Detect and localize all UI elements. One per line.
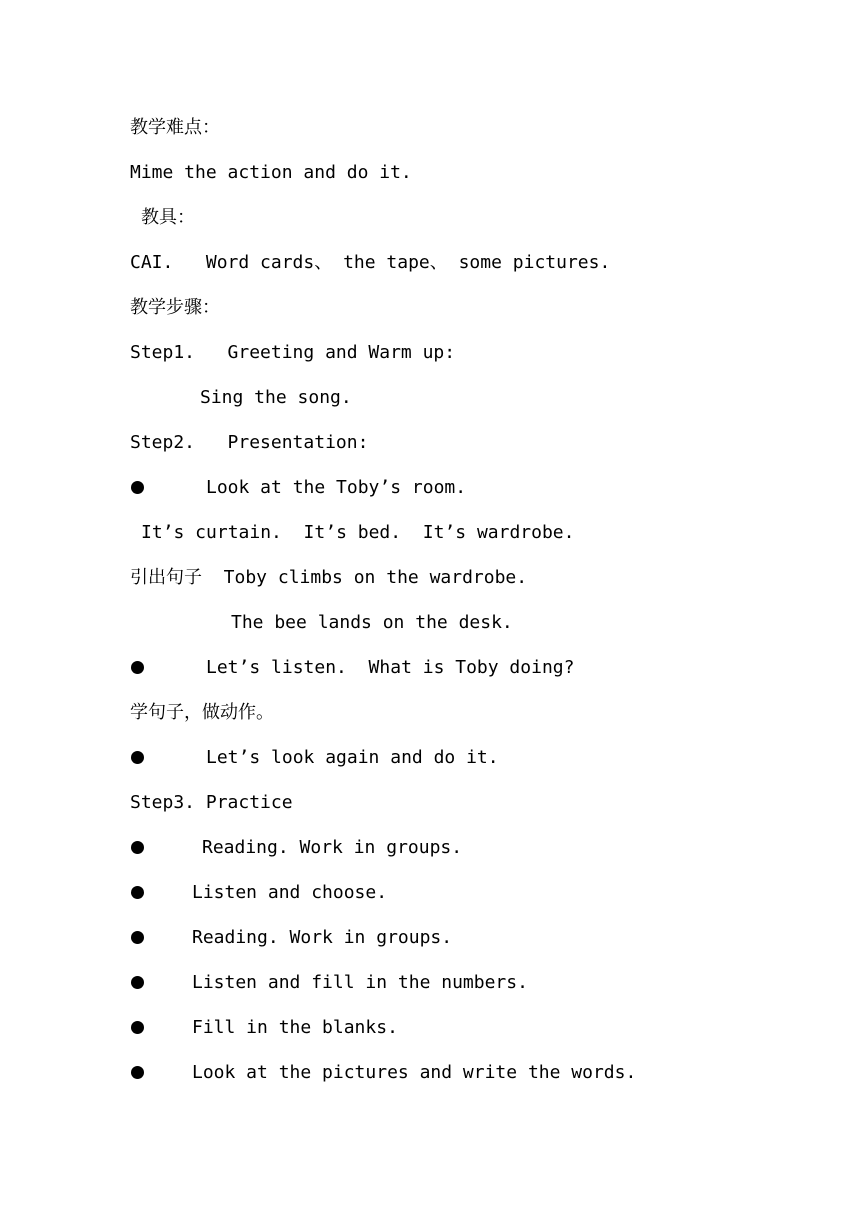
list-item: Reading. Work in groups.: [202, 837, 463, 858]
bullet-icon: [131, 841, 144, 854]
step1-item: Sing the song.: [200, 387, 352, 408]
list-item: Listen and fill in the numbers.: [192, 972, 528, 993]
step1-title: Step1. Greeting and Warm up:: [130, 342, 456, 363]
step2-learn: 学句子，做动作。: [130, 702, 274, 723]
aids-heading: 教具：: [141, 207, 195, 228]
step2-bullet1: Look at the Toby’s room.: [206, 477, 467, 498]
step2-bullet3: Let’s look again and do it.: [206, 747, 499, 768]
bullet-icon: [131, 481, 144, 494]
list-item: Listen and choose.: [192, 882, 388, 903]
bullet-icon: [131, 976, 144, 989]
step3-title: Step3. Practice: [130, 792, 293, 813]
bullet-icon: [131, 661, 144, 674]
bullet-icon: [131, 931, 144, 944]
step2-bullet2: Let’s listen. What is Toby doing?: [206, 657, 575, 678]
steps-heading: 教学步骤：: [130, 297, 220, 318]
difficulty-heading: 教学难点：: [130, 117, 220, 138]
bullet-icon: [131, 1066, 144, 1079]
bullet-icon: [131, 751, 144, 764]
step2-sentence2: The bee lands on the desk.: [231, 612, 513, 633]
step2-title: Step2. Presentation:: [130, 432, 369, 453]
step2-lead: 引出句子 Toby climbs on the wardrobe.: [130, 567, 528, 588]
list-item: Look at the pictures and write the words.: [192, 1062, 637, 1083]
difficulty-text: Mime the action and do it.: [130, 162, 412, 183]
aids-text: CAI. Word cards、 the tape、 some pictures.: [130, 252, 611, 273]
bullet-icon: [131, 1021, 144, 1034]
list-item: Reading. Work in groups.: [192, 927, 453, 948]
bullet-icon: [131, 886, 144, 899]
list-item: Fill in the blanks.: [192, 1017, 398, 1038]
step2-words: It’s curtain. It’s bed. It’s wardrobe.: [141, 522, 575, 543]
